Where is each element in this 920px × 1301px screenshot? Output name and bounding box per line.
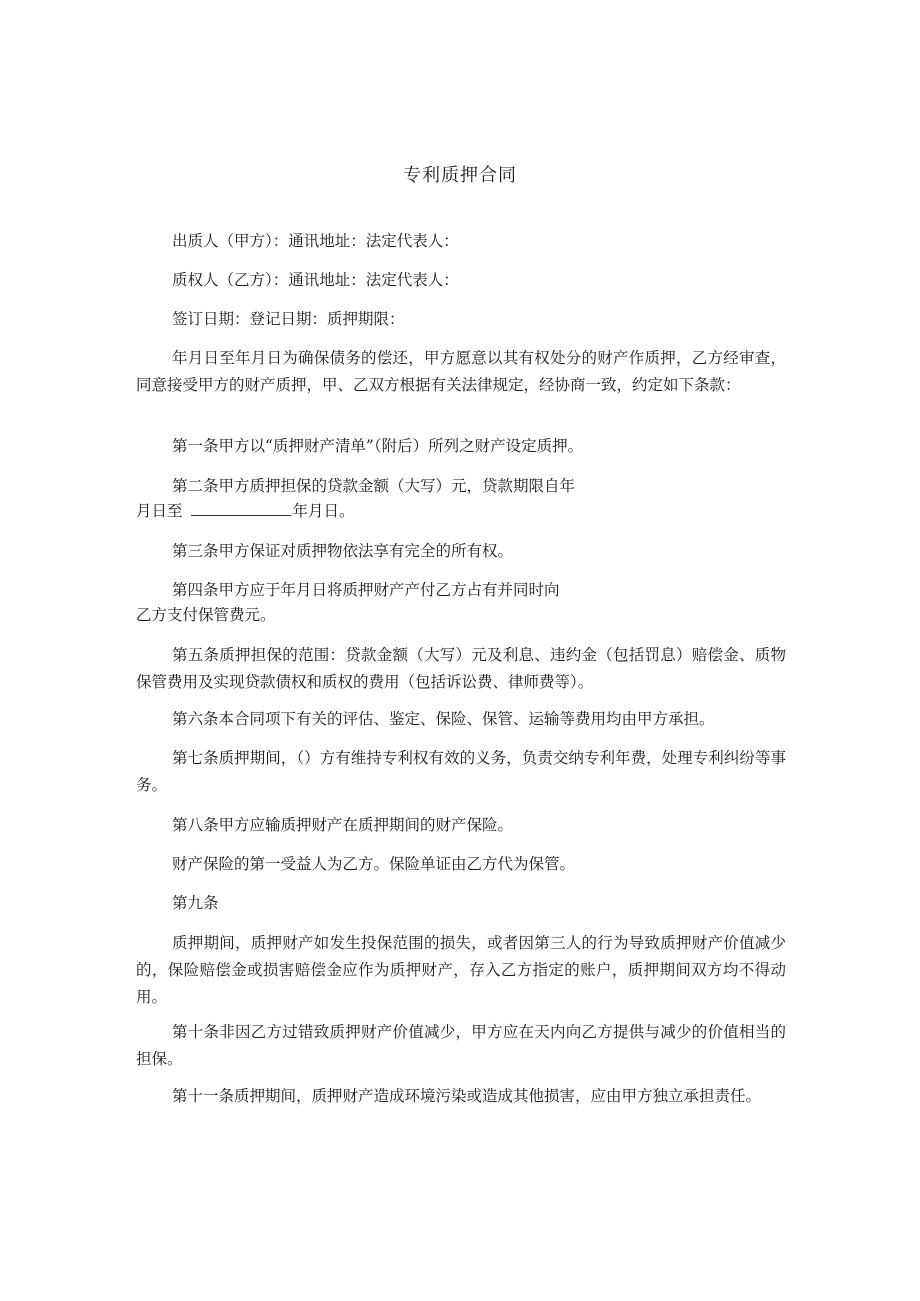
- pledgee-line: 质权人（乙方）：通讯地址：法定代表人：: [172, 271, 459, 289]
- article-2-line-2: [136, 498, 355, 525]
- preamble-paragraph: 年月日至年月日为确保债务的偿还，甲方愿意以其有权处分的财产作质押，乙方经审查，同意接受甲方的财产质押，甲、乙双方根据有关法律规定，经协商一致，约定如下条款：: [136, 349, 786, 394]
- pledgor-line: 出质人（甲方）：通讯地址：法定代表人：: [172, 232, 459, 250]
- article-9-heading: 第九条: [172, 894, 219, 912]
- article-9-body: 质押期间，质押财产如发生投保范围的损失，或者因第三人的行为导致质押财产价值减少的，保险赔偿金或损害赔偿金应作为质押财产，存入乙方指定的账户，质押期间双方均不得动用。: [136, 934, 786, 1006]
- fill-in-blank: [191, 501, 291, 516]
- article-7: 第七条质押期间，（）方有维持专利权有效的义务，负责交纳专利年费，处理专利纠纷等事务。: [136, 749, 786, 794]
- article-2-line-1: 第二条甲方质押担保的贷款金额（大写）元，贷款期限自年: [172, 477, 576, 495]
- article-2-date-end: 年月日。: [292, 502, 355, 520]
- article-8: 第八条甲方应输质押财产在质押期间的财产保险。: [172, 816, 514, 834]
- article-6: 第六条本合同项下有关的评估、鉴定、保险、保管、运输等费用均由甲方承担。: [172, 710, 715, 728]
- page-title: 专利质押合同: [403, 165, 517, 186]
- insurance-paragraph: 财产保险的第一受益人为乙方。保险单证由乙方代为保管。: [172, 855, 576, 873]
- article-3: 第三条甲方保证对质押物依法享有完全的所有权。: [172, 542, 514, 560]
- article-4-line-2: 乙方支付保管费元。: [136, 606, 276, 624]
- article-2-date-start: 月日至: [136, 502, 183, 520]
- article-5: 第五条质押担保的范围：贷款金额（大写）元及利息、违约金（包括罚息）赔偿金、质物保管费用及实现贷款债权和质权的费用（包括诉讼费、律师费等）。: [136, 646, 786, 691]
- article-4-line-1: 第四条甲方应于年月日将质押财产产付乙方占有并同时向: [172, 581, 560, 599]
- article-1: 第一条甲方以“质押财产清单”（附后）所列之财产设定质押。: [172, 437, 584, 455]
- dates-line: 签订日期：登记日期：质押期限：: [172, 310, 405, 328]
- article-10: 第十条非因乙方过错致质押财产价值减少，甲方应在天内向乙方提供与减少的价值相当的担保。: [136, 1023, 786, 1068]
- article-11: 第十一条质押期间，质押财产造成环境污染或造成其他损害，应由甲方独立承担责任。: [172, 1087, 762, 1105]
